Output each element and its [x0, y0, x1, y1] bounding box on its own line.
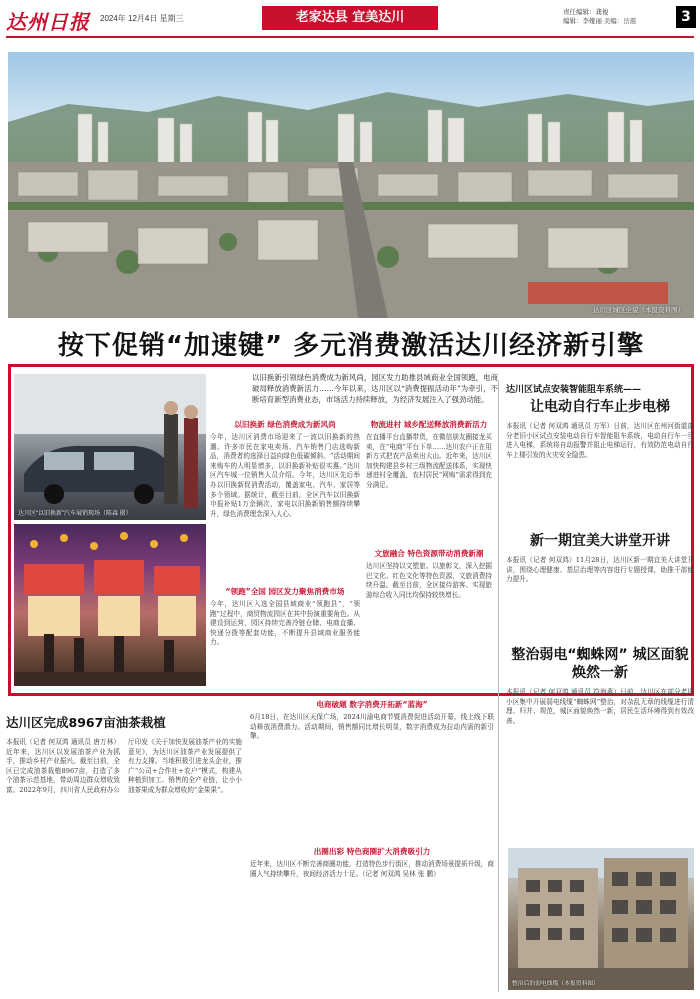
feature-text-1: 今年，达川区消费市场迎来了一波以旧换新的热潮。许多市民在家电卖场、汽车销售门店选购新品，消费者的选择日益向绿色低碳倾斜。“活动期间来购车的人明显增多，以旧换新补贴很实惠。”达川区汽车城一位销售人员介绍。今年，达川区先后举办以旧换新促消费活动，覆盖家电、汽车、家居等多个领域。据统计，截至目前，全区汽车以旧换新申报补贴1万余辆次，家电以旧换新销售额持续攀升，绿色消费理念深入人心。	[210, 433, 360, 518]
old-building-caption: 整治后的弱电线缆（本报资料图）	[512, 981, 599, 987]
elevator-story: 本报讯（记者 何双鸿 通讯员 方军）日前，达川区在州河街道部分老旧小区试点安装电动自行车智能阻车系统，电动自行车一旦进入电梯，系统将自动报警并阻止电梯运行，有效防范电动自行车上楼引发的火灾安全隐患。	[506, 422, 694, 459]
section-title: 老家达县 宜美达川	[262, 6, 438, 30]
feature-subhead-3: 物流进村 城乡配送释放消费新活力	[370, 420, 488, 429]
feature-text-5: 6月18日，在达川区天保广场，2024川渝电商节暨消费促进活动开幕，线上线下联动释放消费潜力。活动期间，销售额同比增长明显，数字消费成为拉动内需的新引擎。	[250, 713, 494, 741]
feature-text-2: 今年，达川区入选全国县域商业“领跑县”，“领跑”过程中，商贸物流园区在其中扮演重要角色。从建设到运营，园区持续完善冷链仓储、电商直播、快递分拨等配套功能，不断提升县域商业服务能力。	[210, 600, 360, 647]
feature-lead: 以旧换新引领绿色消费成为新风尚，园区发力助推县域商业全国领跑，电商破局释放消费新活力……今年以来，达川区以“消费提振活动年”为牵引，不断培育新型消费业态，市场活力持续释放，为经济发展注入了强劲动能。	[252, 373, 498, 404]
editor-line-1: 责任编辑：龚俊	[563, 9, 609, 16]
panorama-caption: 达川区城区全貌（本报资料图）	[593, 307, 684, 314]
feature-column-a	[210, 420, 360, 700]
lecture-story: 本报讯（记者 何双鸿）11月28日，达川区新一期宜美大讲堂开讲，围绕心理健康、基层治理等内容进行专题授课，助推干部能力提升。	[506, 556, 694, 584]
feature-subhead-4: 文旅融合 特色资源带动消费新潮	[374, 549, 484, 558]
masthead-logo: 达州日报	[6, 10, 90, 34]
old-building-graphic	[508, 848, 694, 990]
column-divider	[498, 380, 499, 992]
feature-text-3: 在直播平台直播带货，在微信朋友圈接龙买卖，在“电商”平台下单……达川农户正在用新方式把农产品卖出大山。近年来，达川区加快构建县乡村三级物流配送体系，实现快递进村全覆盖，农村居民“网购”需求得到充分满足。	[366, 433, 492, 489]
feature-text-4: 达川区坚持以文塑旅、以旅彰文，深入挖掘巴文化、红色文化等特色资源，文旅消费持续升温。截至目前，全区接待游客、实现旅游综合收入同比均保持较快增长。	[366, 562, 492, 599]
issue-date: 2024年 12月4日 星期三	[100, 14, 184, 23]
night-market-photo	[14, 524, 206, 686]
city-panorama-photo	[8, 52, 694, 318]
car-showroom-graphic	[14, 374, 206, 520]
feature-subhead-5: 电商破题 数字消费开拓新“蓝海”	[316, 700, 428, 709]
lecture-headline: 新一期宜美大讲堂开讲	[530, 533, 670, 549]
feature-subhead-2: “领跑”全国 园区发力聚焦消费市场	[225, 587, 345, 596]
oil-tea-story: 本报讯（记者 何双鸿 通讯员 唐万林）近年来，达川区以发展油茶产业为抓手，推动乡村产业振兴。截至目前，全区已完成油茶栽植8967亩，打造了多个油茶示范基地，带动周边群众增收致富。2022年9月，四川省人民政府办公厅印发《关于加快发展油茶产业的实施意见》，为达川区油茶产业发展提供了有力支撑。当地积极引进龙头企业，推广“公司+合作社+农户”模式，构建从种植到加工、销售的全产业链，让小小油茶果成为群众增收的“金果果”。	[6, 738, 242, 794]
car-showroom-caption: 达川区“以旧换新”汽车展销现场（陈森 摄）	[18, 511, 132, 517]
night-market-graphic	[14, 524, 206, 686]
feature-subhead-1: 以旧换新 绿色消费成为新风尚	[234, 420, 336, 429]
main-headline: 按下促销“加速键” 多元消费激活达川经济新引擎	[57, 331, 645, 361]
header-rule	[6, 36, 694, 38]
editor-line-2: 编辑：李娅丽 美编：岳震	[563, 18, 637, 25]
elevator-kicker: 达川区试点安装智能阻车系统——	[506, 385, 642, 395]
feature-subhead-6: 出圈出彩 特色商圈扩大消费吸引力	[313, 847, 431, 856]
car-showroom-photo	[14, 374, 206, 520]
right-column	[506, 384, 694, 806]
feature-text-6: 近年来，达川区不断完善商圈功能，打造特色步行街区，推动消费场景提质升级，商圈人气持续攀升，夜间经济活力十足。（记者 何双鸿 吴林 张 鹏）	[250, 860, 494, 878]
cable-headline: 整治弱电“蜘蛛网” 城区面貌焕然一新	[511, 647, 689, 681]
feature-column-b	[366, 420, 492, 632]
oil-tea-headline: 达川区完成8967亩油茶栽植	[6, 715, 166, 730]
old-building-photo	[508, 848, 694, 990]
editor-credits	[563, 8, 673, 26]
feature-lower-columns	[250, 700, 494, 970]
cable-story: 本报讯（记者 何双鸿 通讯员 符海燕）日前，达川区在部分老旧小区集中开展弱电线缆“蜘蛛网”整治，对杂乱无章的线缆进行清理、归并、规范，城区面貌焕然一新，居民生活环境得到有效改善。	[506, 688, 694, 725]
page-number: 3	[676, 6, 696, 28]
city-skyline-graphic	[8, 52, 694, 318]
elevator-headline: 让电动自行车止步电梯	[530, 399, 670, 415]
